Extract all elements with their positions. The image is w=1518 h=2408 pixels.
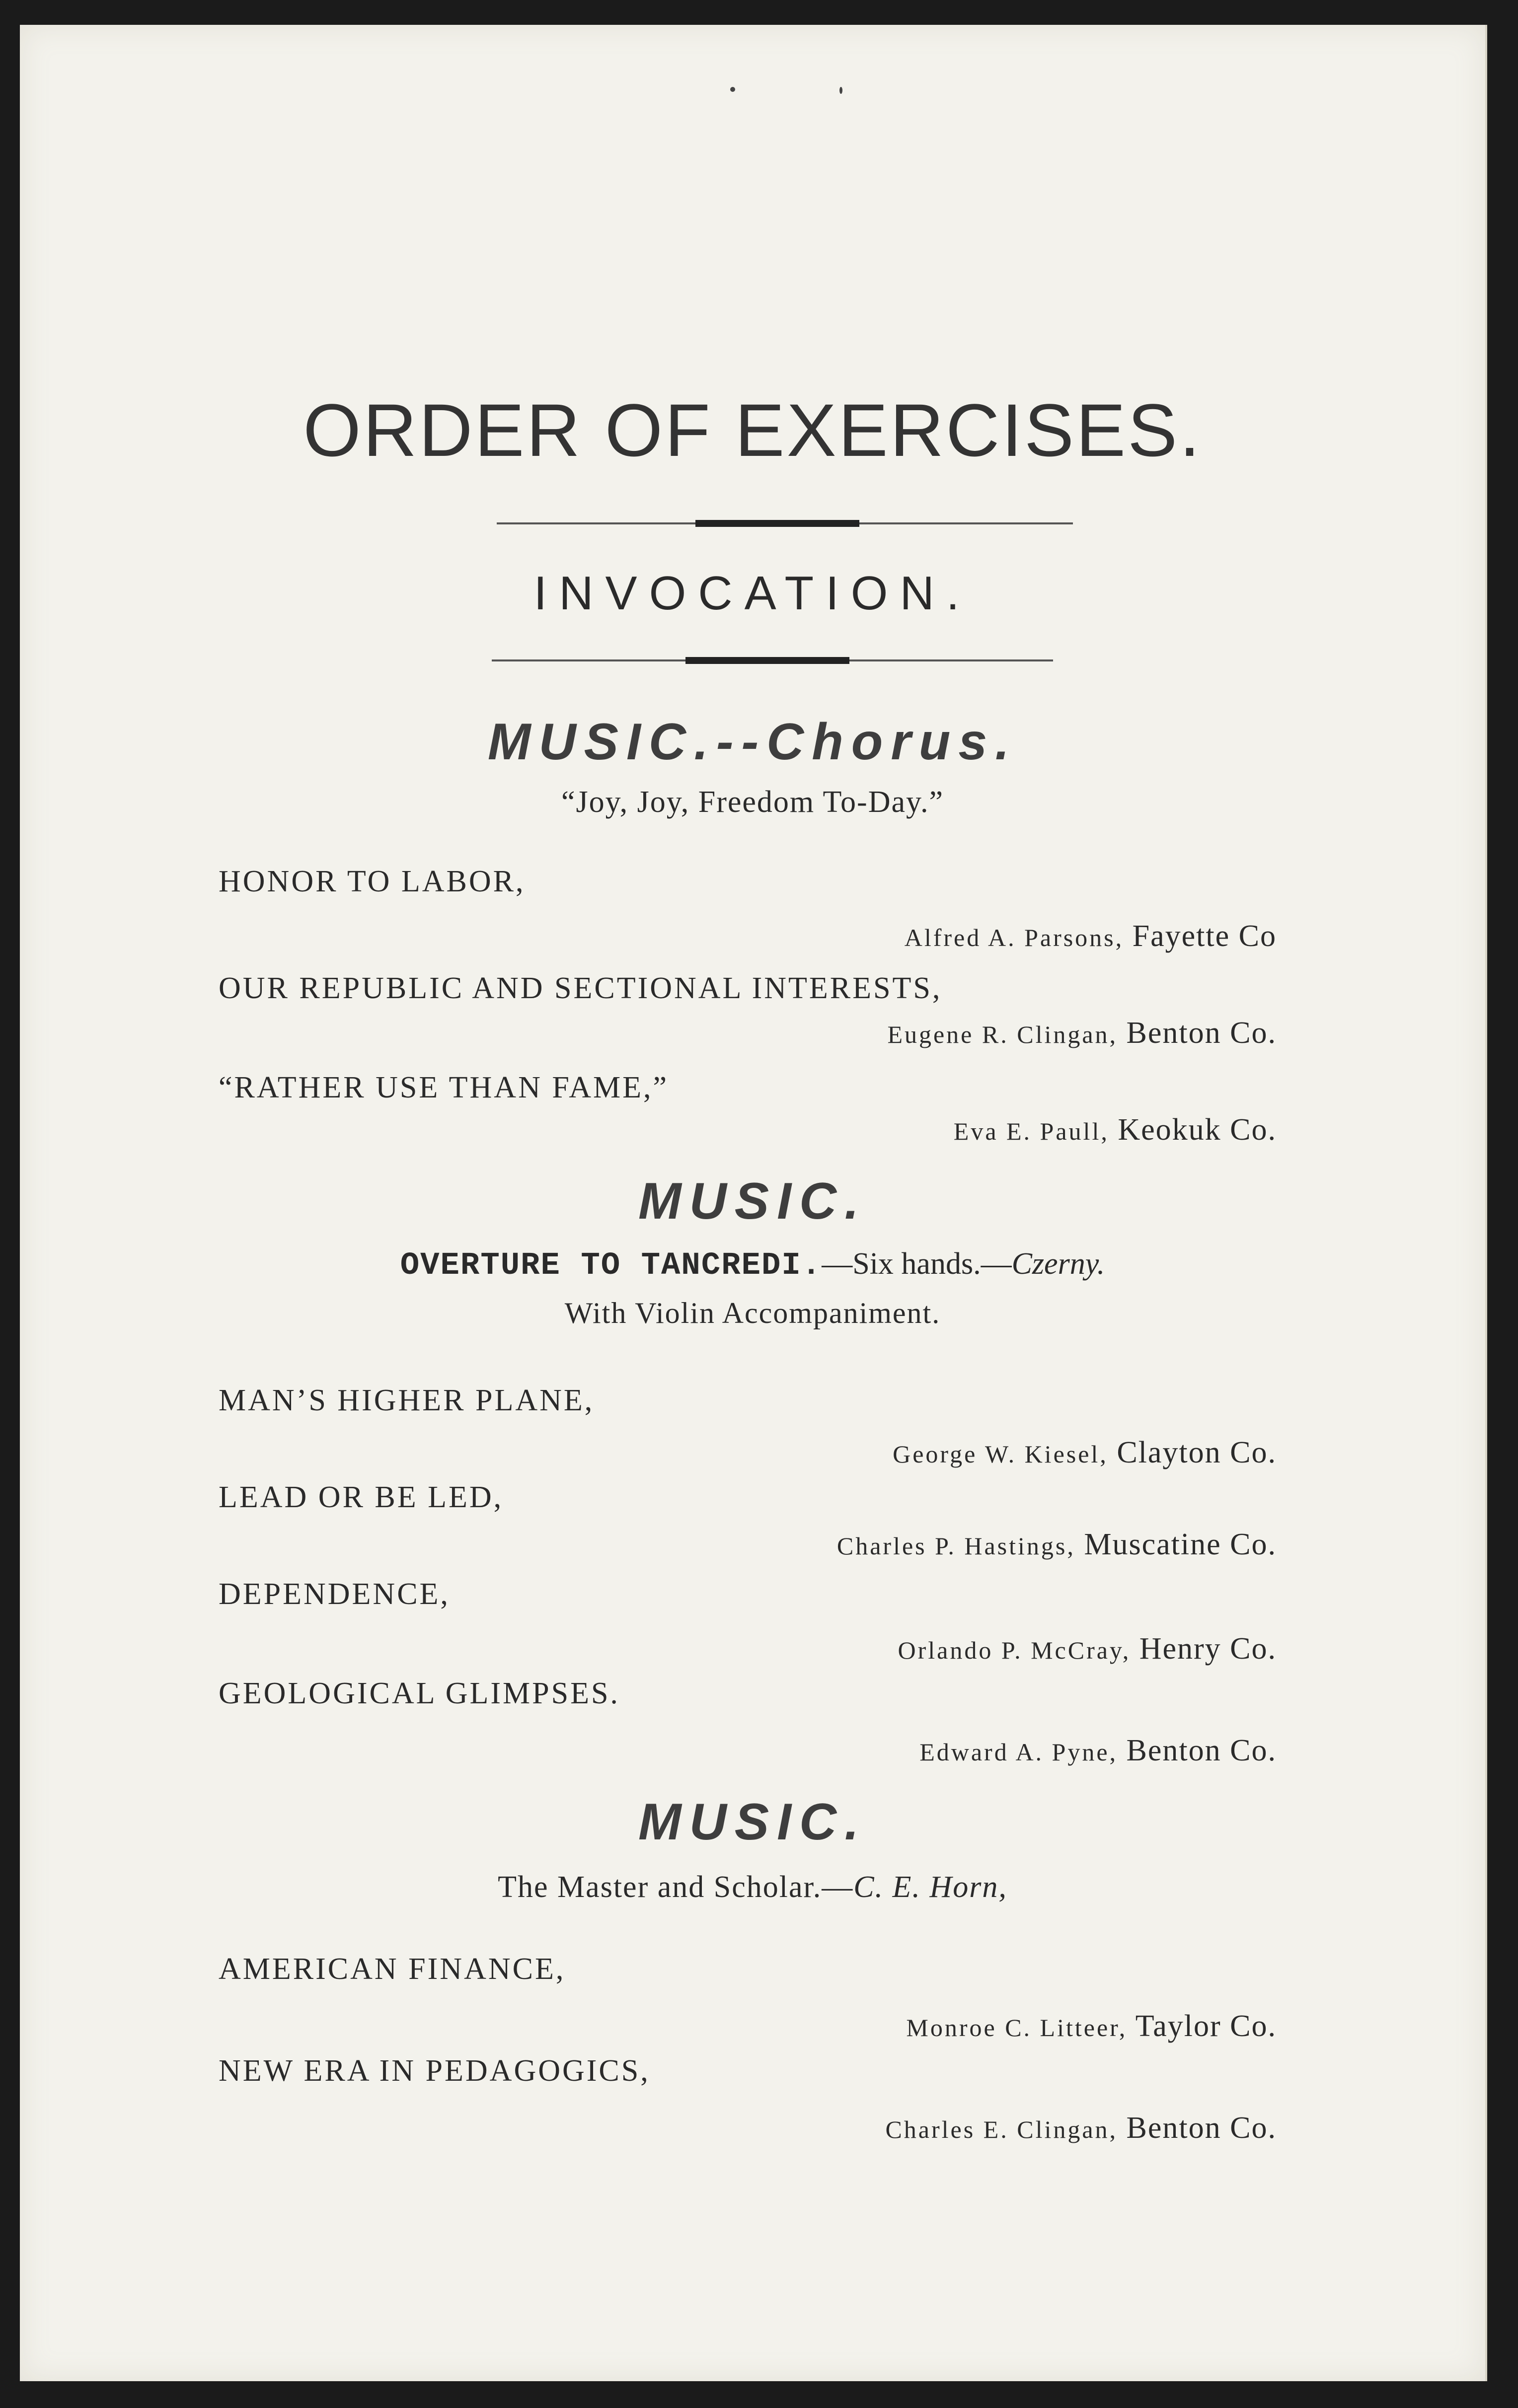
oration-topic: NEW ERA IN PEDAGOGICS, xyxy=(219,2054,650,2088)
speaker-place: Benton Co. xyxy=(1126,1016,1277,1050)
invocation-heading: INVOCATION. xyxy=(533,567,972,620)
oration-speaker xyxy=(919,1733,1277,1768)
speaker-place: Taylor Co. xyxy=(1135,2009,1277,2043)
speaker-place: Clayton Co. xyxy=(1117,1436,1277,1469)
oration-speaker xyxy=(887,1016,1277,1051)
divider-rule-accent xyxy=(685,657,849,664)
piece-detail: —Six hands.— xyxy=(822,1247,1012,1281)
music-heading: MUSIC.--Chorus. xyxy=(487,713,1018,771)
oration-topic: OUR REPUBLIC AND SECTIONAL INTERESTS, xyxy=(219,971,942,1005)
divider-rule-accent xyxy=(695,520,859,527)
printer-mark xyxy=(730,87,735,92)
oration-speaker xyxy=(893,1435,1277,1470)
speaker-name: Edward A. Pyne, xyxy=(919,1738,1118,1766)
oration-speaker xyxy=(954,1112,1277,1148)
speaker-place: Muscatine Co. xyxy=(1084,1528,1277,1561)
piece-title: OVERTURE TO TANCREDI. xyxy=(400,1248,822,1284)
music-piece: “Joy, Joy, Freedom To-Day.” xyxy=(561,785,944,819)
music-heading: MUSIC. xyxy=(638,1793,867,1851)
oration-speaker xyxy=(885,2111,1277,2146)
oration-topic: HONOR TO LABOR, xyxy=(219,865,526,898)
speaker-name: Eugene R. Clingan, xyxy=(887,1021,1118,1048)
speaker-name: Charles P. Hastings, xyxy=(836,1532,1075,1560)
oration-topic: AMERICAN FINANCE, xyxy=(219,1952,566,1986)
oration-topic: DEPENDENCE, xyxy=(219,1577,450,1611)
speaker-name: Eva E. Paull, xyxy=(953,1117,1109,1145)
speaker-name: George W. Kiesel, xyxy=(893,1440,1108,1468)
page-edge xyxy=(1485,25,1487,2381)
speaker-place: Henry Co. xyxy=(1139,1632,1277,1666)
program-page xyxy=(20,25,1485,2381)
speaker-name: Monroe C. Litteer, xyxy=(906,2014,1128,2042)
speaker-place: Benton Co. xyxy=(1126,1734,1277,1767)
oration-topic: LEAD OR BE LED, xyxy=(219,1480,504,1514)
speaker-name: Orlando P. McCray, xyxy=(898,1636,1131,1664)
oration-topic: MAN’S HIGHER PLANE, xyxy=(219,1384,595,1417)
music-piece xyxy=(20,1870,1485,1905)
speaker-place: Keokuk Co. xyxy=(1118,1113,1277,1147)
oration-speaker xyxy=(905,919,1277,954)
oration-speaker xyxy=(837,1527,1277,1562)
music-heading: MUSIC. xyxy=(638,1172,867,1230)
oration-speaker xyxy=(898,1631,1277,1667)
piece-composer: C. E. Horn, xyxy=(853,1870,1007,1904)
page-title: ORDER OF EXERCISES. xyxy=(303,388,1202,472)
speaker-name: Charles E. Clingan, xyxy=(885,2116,1118,2143)
oration-topic: GEOLOGICAL GLIMPSES. xyxy=(219,1677,620,1710)
speaker-place: Benton Co. xyxy=(1126,2111,1277,2145)
printer-mark xyxy=(839,87,842,94)
piece-title: The Master and Scholar.— xyxy=(498,1870,854,1904)
speaker-place: Fayette Co xyxy=(1132,919,1277,953)
music-accompaniment: With Violin Accompaniment. xyxy=(564,1297,941,1329)
speaker-name: Alfred A. Parsons, xyxy=(904,924,1124,951)
oration-speaker xyxy=(906,2009,1277,2044)
piece-composer: Czerny. xyxy=(1011,1247,1105,1281)
oration-topic: “RATHER USE THAN FAME,” xyxy=(219,1071,669,1104)
music-piece xyxy=(20,1246,1485,1284)
